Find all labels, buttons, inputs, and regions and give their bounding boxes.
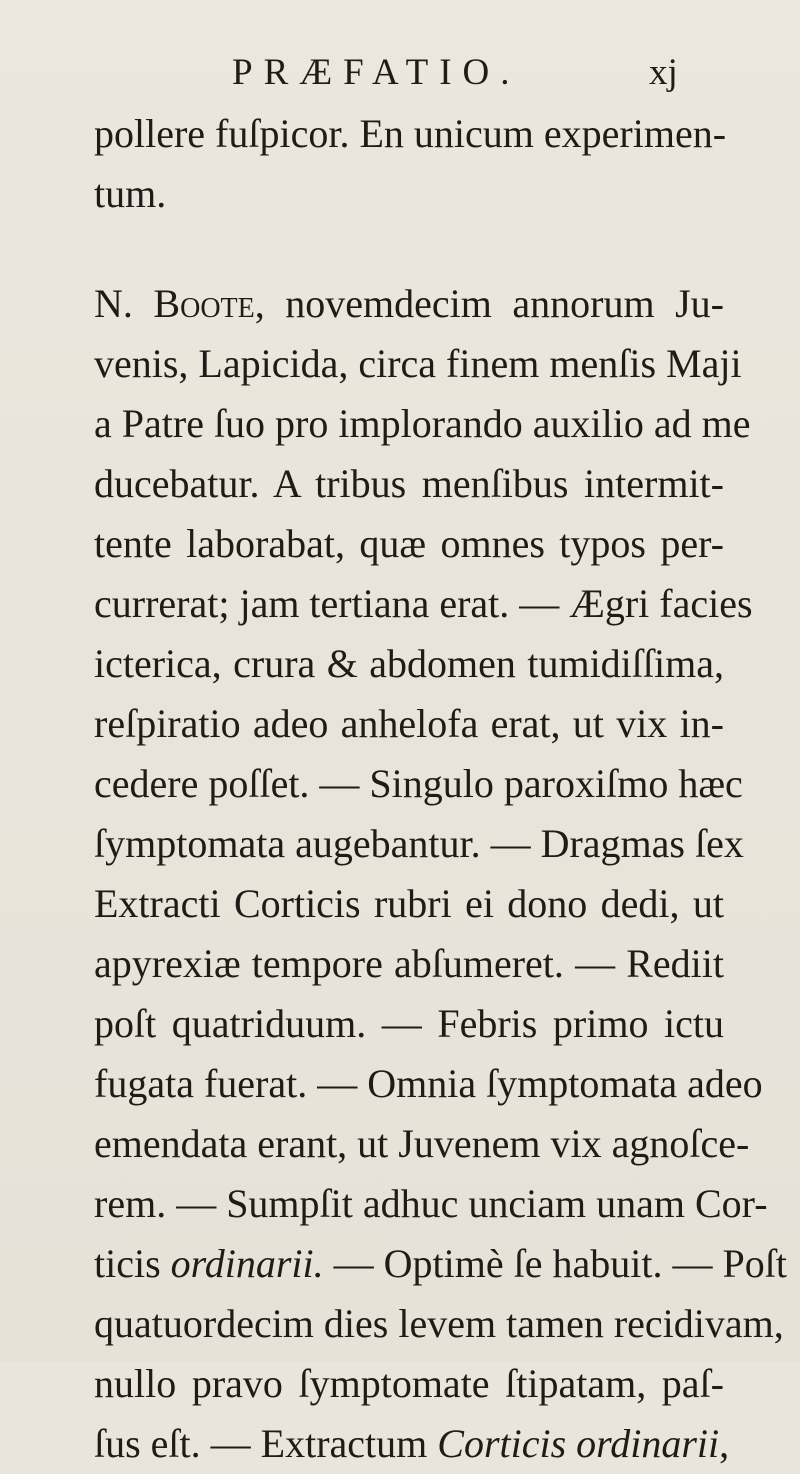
text-line-18: rem. — Sumpſit adhuc unciam unam Cor- — [94, 1181, 768, 1226]
text-line-7: tente laborabat, quæ omnes typos per- — [94, 521, 724, 566]
text-line-13: Extracti Corticis rubri ei dono dedi, ut — [94, 881, 724, 926]
text-line-22 — [94, 1414, 730, 1474]
page-number: xj — [649, 52, 678, 93]
text-line-3-rest: , novemdecim annorum Ju- — [254, 281, 724, 326]
body-text — [94, 104, 787, 1474]
text-line-5: a Patre ſuo pro implorando auxilio ad me — [94, 401, 751, 446]
text-line-19-italic: ordinarii. — [170, 1241, 324, 1286]
text-line-22-italic: Corticis ordinarii — [437, 1421, 720, 1466]
text-line-22-before: ſus eſt. — Extractum — [94, 1421, 438, 1466]
text-line-3 — [94, 274, 724, 334]
running-title: PRÆFATIO. — [232, 52, 521, 93]
text-line-21: nullo pravo ſymptomate ſtipatam, paſ- — [94, 1361, 724, 1406]
text-line-22-after: , — [719, 1421, 730, 1466]
text-line-20: quatuordecim dies levem tamen recidivam, — [94, 1301, 784, 1346]
text-line-17: emendata erant, ut Juvenem vix agnoſce- — [94, 1121, 750, 1166]
text-line-4: venis, Lapicida, circa finem menſis Maji — [94, 341, 742, 386]
text-line-16: fugata fuerat. — Omnia ſymptomata adeo — [94, 1061, 763, 1106]
text-line-1: pollere fuſpicor. En unicum experimen- — [94, 111, 727, 156]
text-line-15: poſt quatriduum. — Febris primo ictu — [94, 1001, 724, 1046]
text-line-8: currerat; jam tertiana erat. — Ægri facies — [94, 581, 753, 626]
text-line-10: reſpiratio adeo anhelofa erat, ut vix in- — [94, 701, 724, 746]
text-line-11: cedere poſſet. — Singulo paroxiſmo hæc — [94, 761, 743, 806]
patient-initial: N. — [94, 281, 154, 326]
text-line-2: tum. — [94, 171, 167, 216]
text-line-19-after: — Optimè ſe habuit. — Poſt — [323, 1241, 787, 1286]
text-line-19 — [94, 1234, 787, 1294]
text-line-9: icterica, crura & abdomen tumidiſſima, — [94, 641, 724, 686]
text-line-19-before: ticis — [94, 1241, 171, 1286]
patient-name: Boote — [153, 281, 255, 326]
text-line-14: apyrexiæ tempore abſumeret. — Rediit — [94, 941, 724, 986]
text-line-12: ſymptomata augebantur. — Dragmas ſex — [94, 821, 744, 866]
text-line-6: ducebatur. A tribus menſibus intermit- — [94, 461, 724, 506]
page-header — [0, 48, 800, 98]
